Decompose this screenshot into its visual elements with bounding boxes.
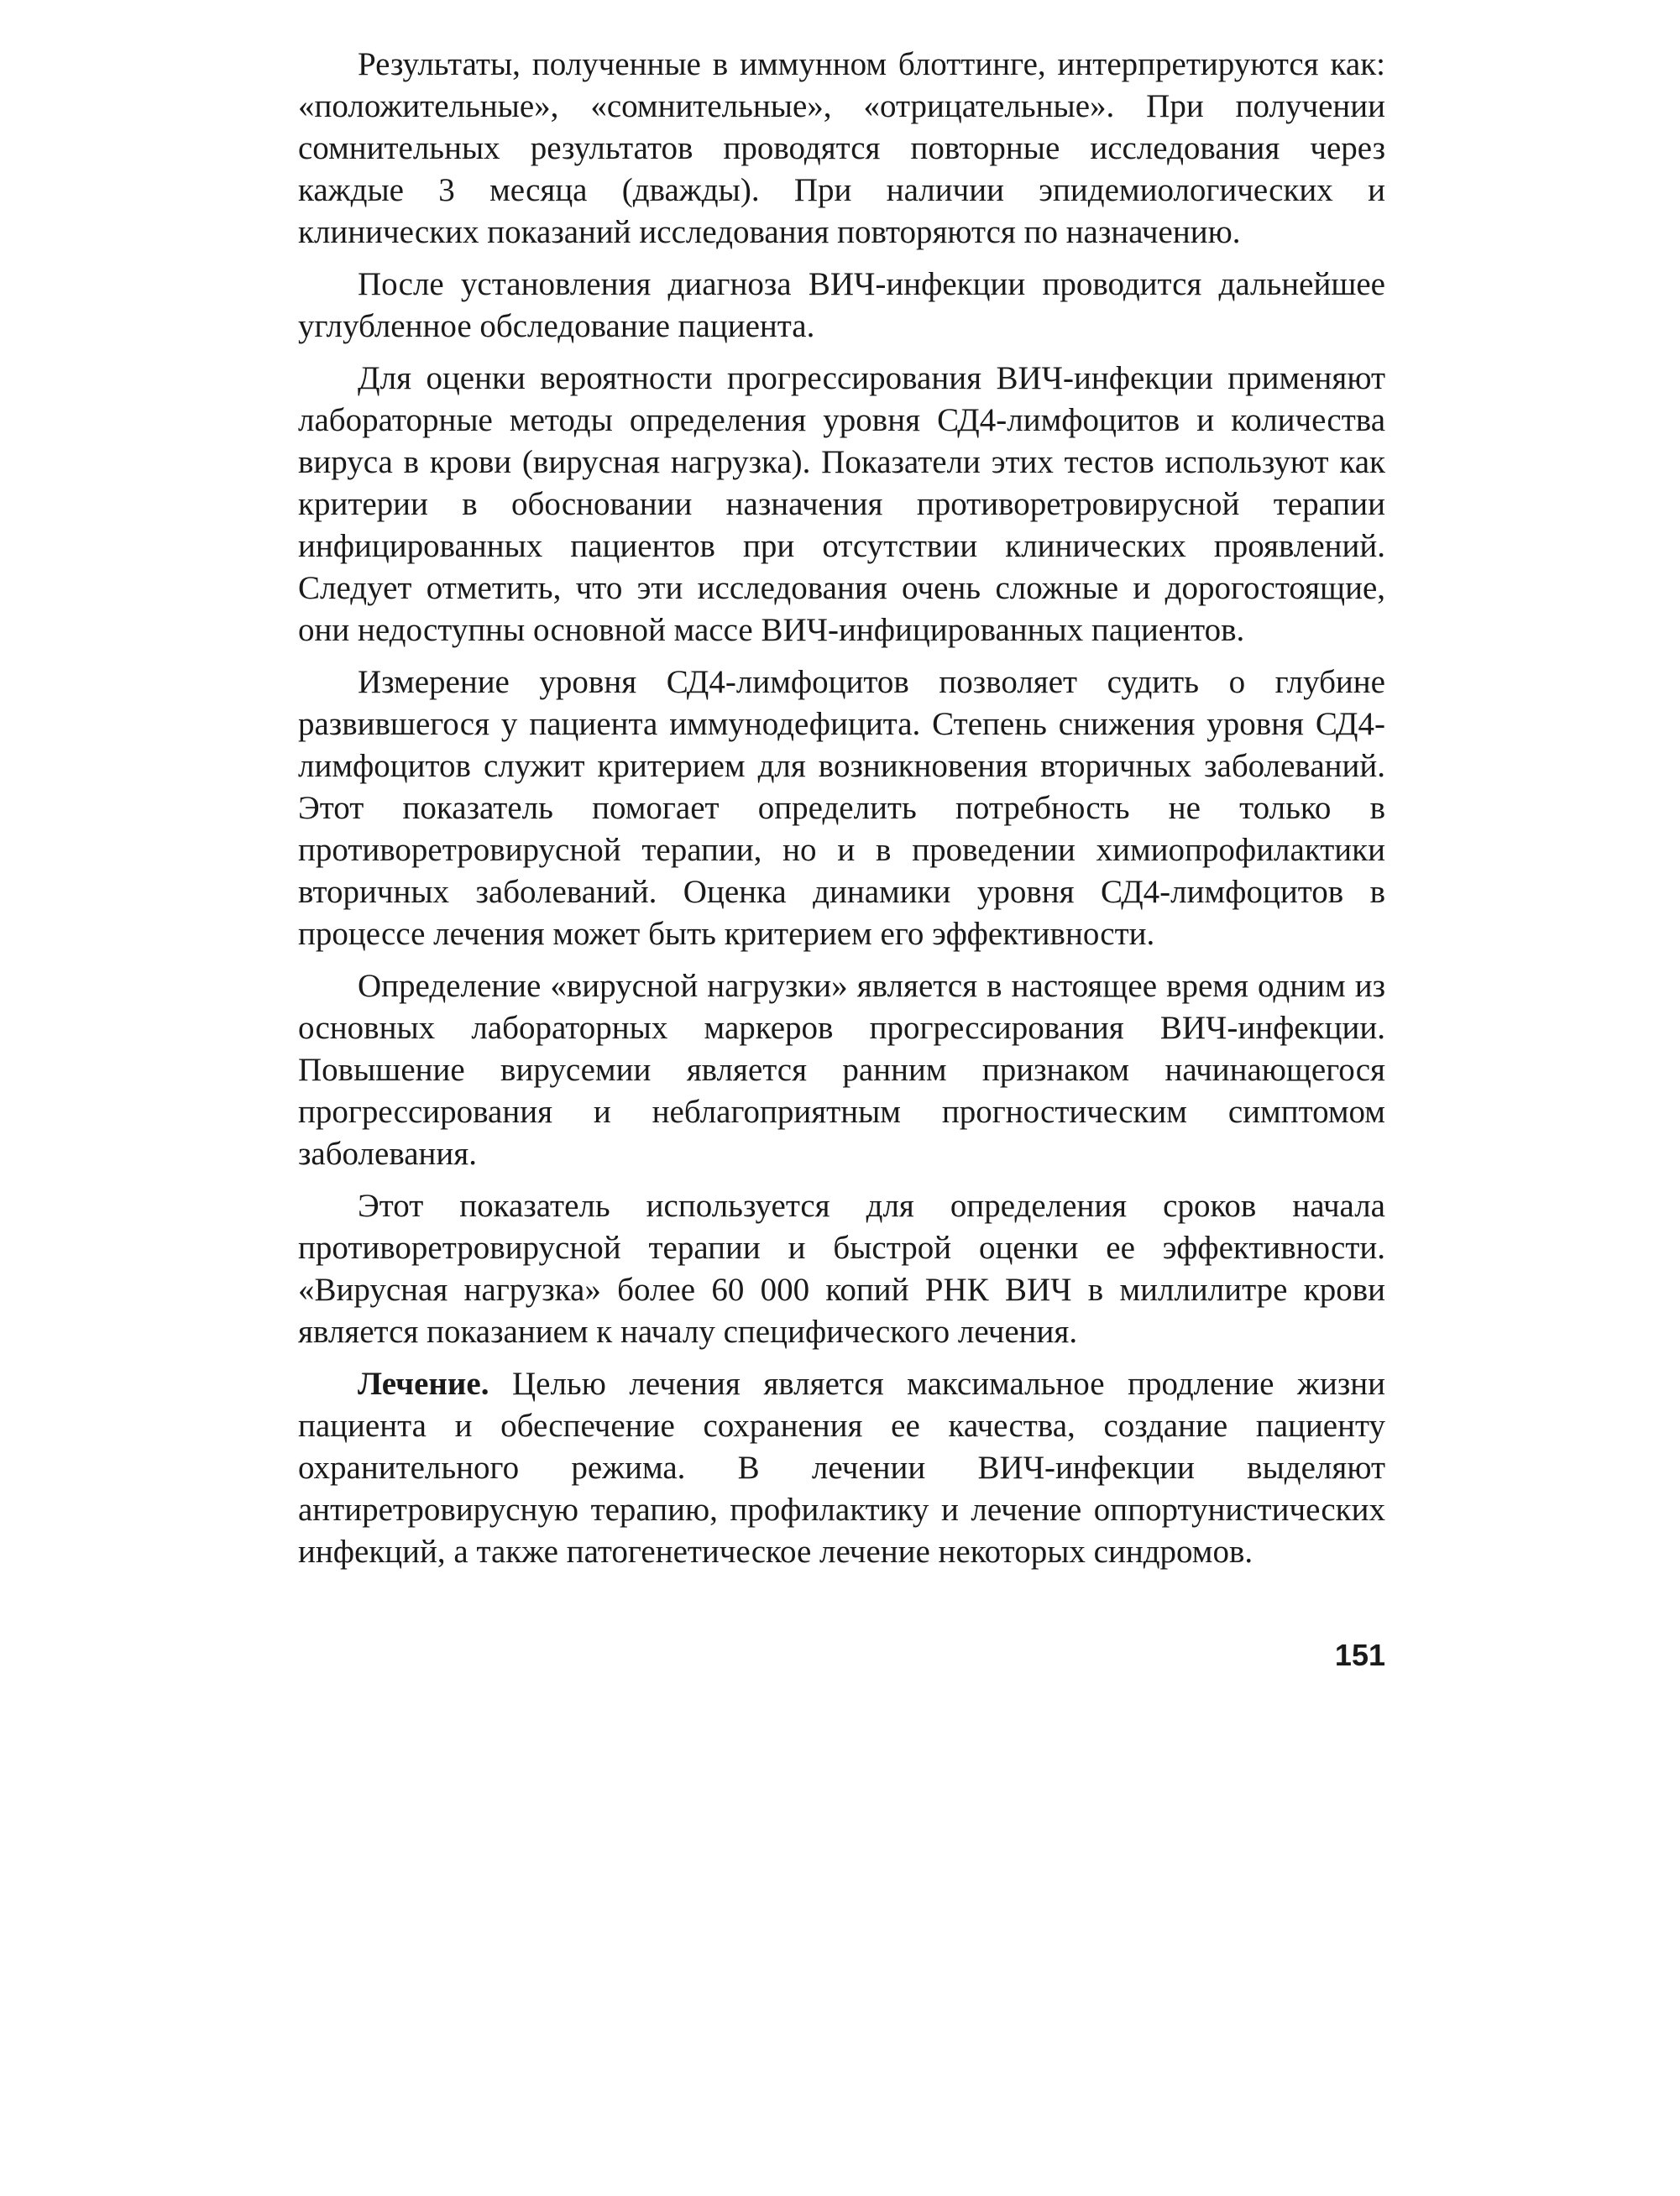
paragraph-text: Измерение уровня СД4-лимфоцитов позволяет судить о глубине развившегося у пациента иммунодефицита. Степень снижения уровня СД4-лимфоцитов служит критерием для возникновения вторичных заболеваний. Этот показатель помогает определить потребность не только в противоретровирусной терапии, но и в проведении химиопрофилактики вторичных заболеваний. Оценка динамики уровня СД4-лимфоцитов в процессе лечения может быть критерием его эффективности. — [298, 664, 1385, 952]
paragraph-further-examination — [298, 264, 1385, 348]
paragraph-progression-assessment — [298, 358, 1385, 651]
section-heading-treatment: Лечение. — [358, 1366, 489, 1402]
paragraph-immunoblot-results — [298, 44, 1385, 254]
paragraph-text: Целью лечения является максимальное продление жизни пациента и обеспечение сохранения ее качества, создание пациенту охранительного режима. В лечении ВИЧ-инфекции выделяют антиретровирусную терапию, профилактику и лечение оппортунистических инфекций, а также патогенетическое лечение некоторых синдромов. — [298, 1366, 1385, 1570]
paragraph-viral-load — [298, 965, 1385, 1175]
paragraph-text: После установления диагноза ВИЧ-инфекции проводится дальнейшее углубленное обследование пациента. — [298, 266, 1385, 344]
paragraph-text: Этот показатель используется для определения сроков начала противоретровирусной терапии и быстрой оценки ее эффективности. «Вирусная нагрузка» более 60 000 копий РНК ВИЧ в миллилитре крови является показанием к началу специфического лечения. — [298, 1188, 1385, 1350]
page-number: 151 — [1334, 1638, 1385, 1672]
paragraph-therapy-timing — [298, 1185, 1385, 1353]
paragraph-treatment — [298, 1363, 1385, 1573]
paragraph-text: Результаты, полученные в иммунном блоттинге, интерпретируются как: «положительные», «сомнительные», «отрицательные». При получении сомнительных результатов проводятся повторные исследования через каждые 3 месяца (дважды). При наличии эпидемиологических и клинических показаний исследования повторяются по назначению. — [298, 46, 1385, 250]
page-body — [298, 44, 1385, 1583]
paragraph-text: Для оценки вероятности прогрессирования ВИЧ-инфекции применяют лабораторные методы определения уровня СД4-лимфоцитов и количества вируса в крови (вирусная нагрузка). Показатели этих тестов используют как критерии в обосновании назначения противоретровирусной терапии инфицированных пациентов при отсутствии клинических проявлений. Следует отметить, что эти исследования очень сложные и дорогостоящие, они недоступны основной массе ВИЧ-инфицированных пациентов. — [298, 360, 1385, 648]
paragraph-cd4-measurement — [298, 661, 1385, 955]
paragraph-text: Определение «вирусной нагрузки» является в настоящее время одним из основных лабораторных маркеров прогрессирования ВИЧ-инфекции. Повышение вирусемии является ранним признаком начинающегося прогрессирования и неблагоприятным прогностическим симптомом заболевания. — [298, 968, 1385, 1172]
